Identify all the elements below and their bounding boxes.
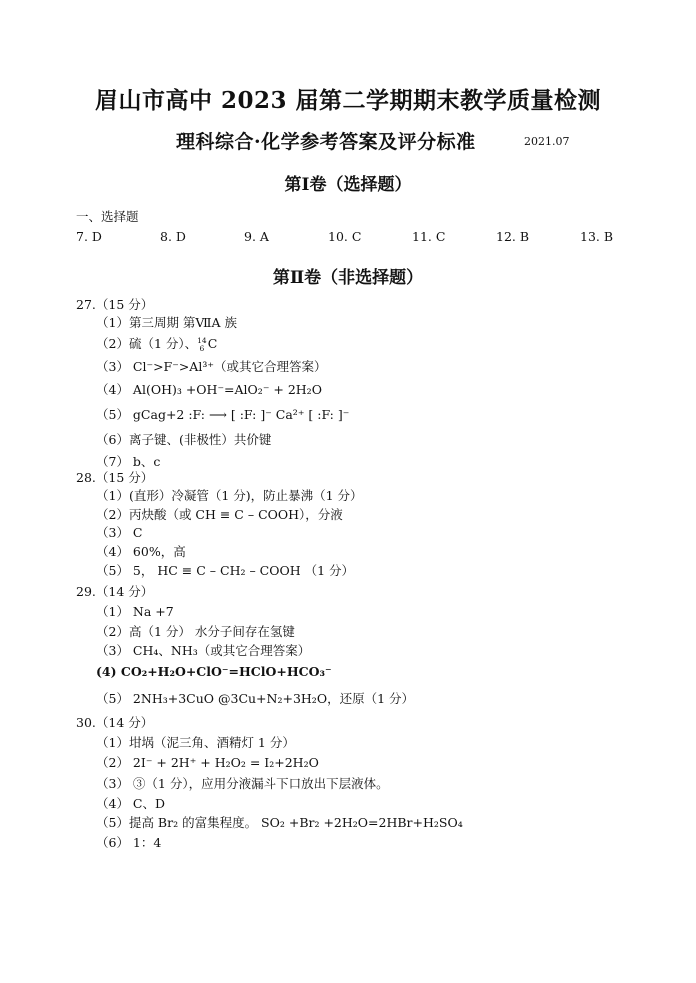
q30-answer-6: （6） 1：4 bbox=[96, 835, 162, 850]
volume-1-heading: 第Ⅰ卷（选择题） bbox=[284, 175, 412, 195]
q27-answer-4: （4） Al(OH)₃ +OH⁻=AlO₂⁻ + 2H₂O bbox=[96, 382, 322, 397]
section-title-choice: 一、选择题 bbox=[76, 209, 139, 224]
choice-answer-7: 7. D bbox=[76, 229, 102, 244]
q29-answer-5: （5） 2NH₃+3CuO @3Cu+N₂+3H₂O，还原（1 分） bbox=[96, 691, 414, 706]
choice-answer-9: 9. A bbox=[244, 229, 269, 244]
q30-answer-2: （2） 2I⁻ + 2H⁺ + H₂O₂ = I₂+2H₂O bbox=[96, 755, 319, 770]
choice-answer-8: 8. D bbox=[160, 229, 186, 244]
q29-answer-4: (4) CO₂+H₂O+ClO⁻=HClO+HCO₃⁻ bbox=[96, 664, 332, 679]
q29-answer-2: （2）高（1 分） 水分子间存在氢键 bbox=[96, 624, 295, 639]
q27-answer-3: （3） Cl⁻>F⁻>Al³⁺（或其它合理答案） bbox=[96, 359, 327, 374]
q30-answer-5: （5）提高 Br₂ 的富集程度。 SO₂ +Br₂ +2H₂O=2HBr+H₂SO₄ bbox=[96, 815, 463, 830]
question-29-heading: 29.（14 分） bbox=[76, 584, 154, 599]
isotope-element: C bbox=[207, 336, 218, 351]
q28-answer-3: （3） C bbox=[96, 525, 143, 540]
isotope-mass-number: 14 bbox=[197, 335, 207, 345]
q29-answer-3: （3） CH₄、NH₃（或其它合理答案） bbox=[96, 643, 311, 658]
q29-answer-1: （1） Na +7 bbox=[96, 604, 174, 619]
volume-2-heading: 第Ⅱ卷（非选择题） bbox=[272, 268, 424, 288]
q28-answer-2: （2）丙炔酸（或 CH ≡ C – COOH），分液 bbox=[96, 507, 343, 522]
question-28-heading: 28.（15 分） bbox=[76, 470, 154, 485]
q27-answer-6: （6）离子键、(非极性）共价键 bbox=[96, 432, 272, 447]
q28-answer-4: （4） 60%，高 bbox=[96, 544, 186, 559]
choice-answer-12: 12. B bbox=[496, 229, 530, 244]
q30-answer-4: （4） C、D bbox=[96, 796, 166, 811]
q27-answer-7: （7） b、c bbox=[96, 454, 161, 469]
isotope-notation bbox=[197, 337, 207, 353]
q28-answer-5: （5） 5， HC ≡ C – CH₂ – COOH （1 分） bbox=[96, 563, 355, 578]
choice-answer-13: 13. B bbox=[580, 229, 614, 244]
choice-answer-10: 10. C bbox=[328, 229, 362, 244]
q27-answer-2-text: （2）硫（1 分）、 bbox=[96, 336, 198, 351]
q28-answer-1: （1）(直形）冷凝管（1 分)，防止暴沸（1 分） bbox=[96, 488, 363, 503]
q30-answer-1: （1）坩埚（泥三角、酒精灯 1 分） bbox=[96, 735, 295, 750]
date-label: 2021.07 bbox=[524, 135, 570, 148]
page-subtitle: 理科综合·化学参考答案及评分标准 bbox=[176, 131, 476, 153]
q27-answer-2 bbox=[96, 334, 217, 353]
isotope-atomic-number: 6 bbox=[199, 343, 205, 353]
question-30-heading: 30.（14 分） bbox=[76, 715, 154, 730]
page-title: 眉山市高中 2023 届第二学期期末教学质量检测 bbox=[94, 87, 602, 114]
q27-answer-1: （1）第三周期 第ⅦA 族 bbox=[96, 315, 238, 330]
question-27-heading: 27.（15 分） bbox=[76, 297, 154, 312]
q30-answer-3: （3） ③（1 分），应用分液漏斗下口放出下层液体。 bbox=[96, 776, 389, 791]
choice-answer-11: 11. C bbox=[412, 229, 446, 244]
q27-answer-5: （5） gCag+2 :F: ⟶ [ :F: ]⁻ Ca²⁺ [ :F: ]⁻ bbox=[96, 407, 350, 422]
